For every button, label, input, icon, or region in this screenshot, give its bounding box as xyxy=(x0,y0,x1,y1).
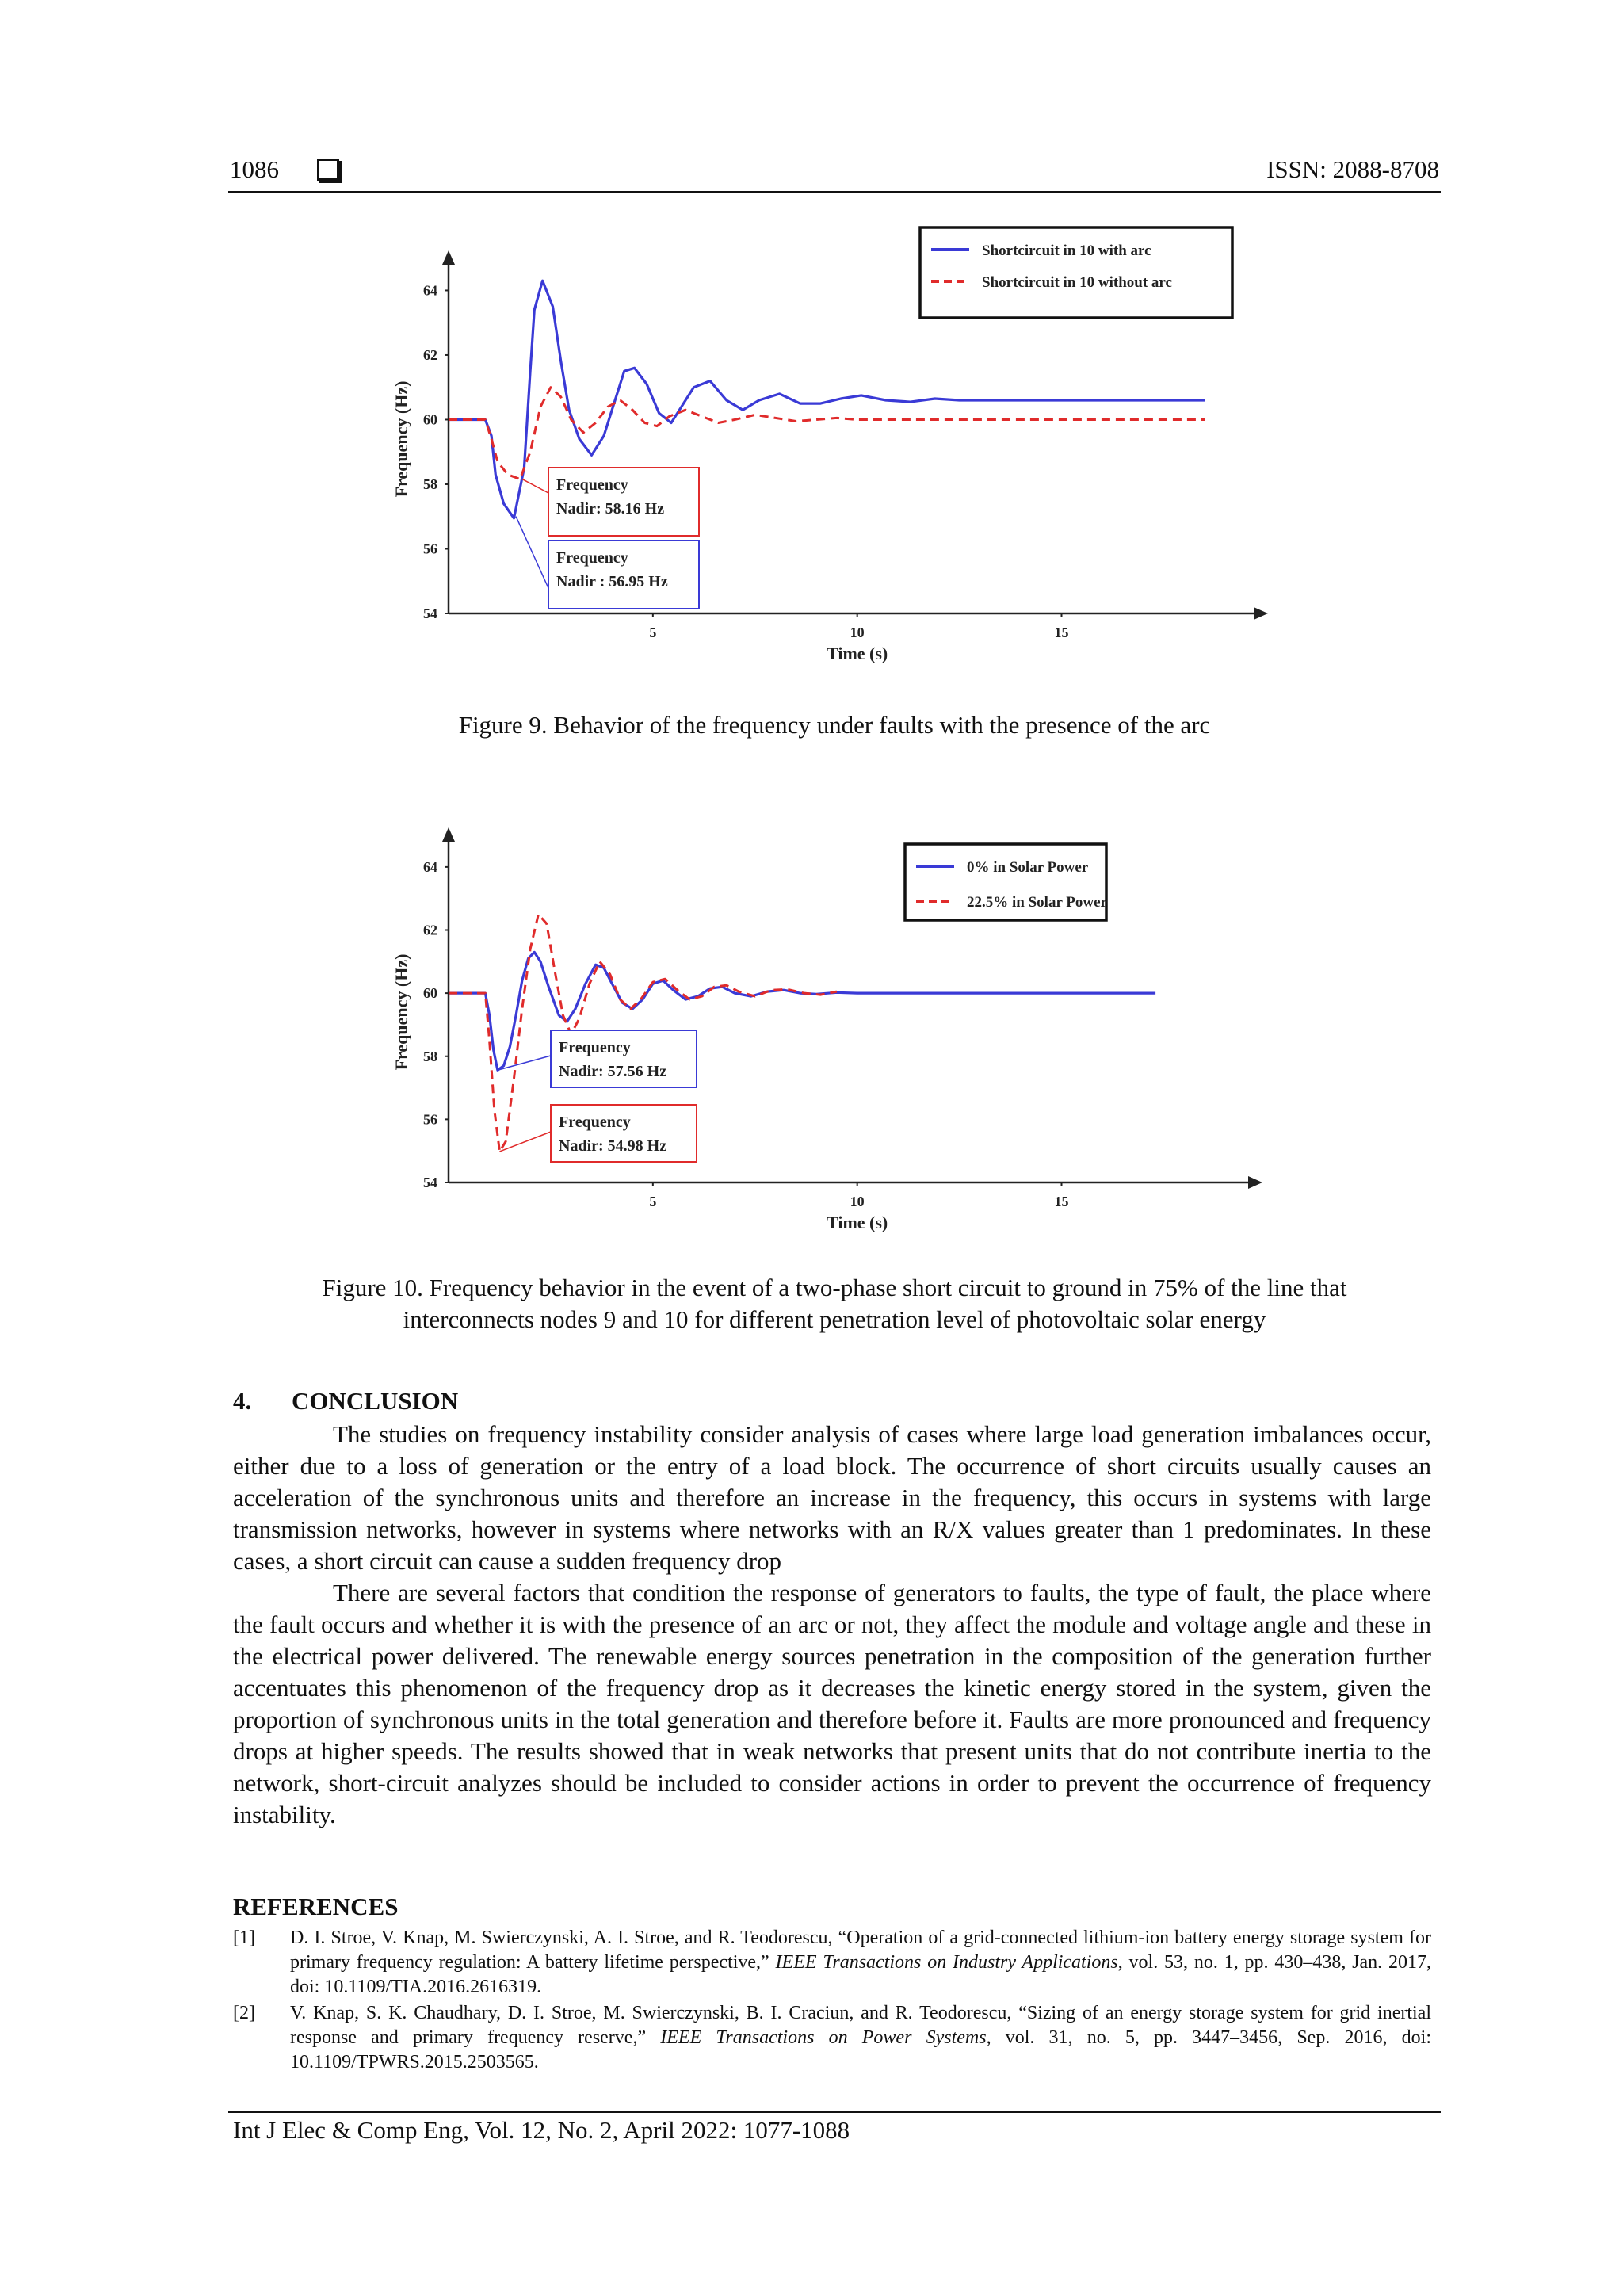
footer-citation: Int J Elec & Comp Eng, Vol. 12, No. 2, April 2022: 1077-1088 xyxy=(233,2116,850,2144)
annotation-text-line2: Nadir: 54.98 Hz xyxy=(559,1137,667,1155)
reference-text xyxy=(290,1926,1431,2000)
reference-details: , vol. 31, no. 5, pp. 3447–3456, Sep. 2016, doi: 10.1109/TPWRS.2015.2503565. xyxy=(290,2027,1431,2073)
reference-text xyxy=(290,2001,1431,2075)
legend-box xyxy=(920,227,1232,318)
x-axis-label: Time (s) xyxy=(827,1213,888,1232)
header-rule xyxy=(228,191,1441,193)
x-tick-label: 10 xyxy=(850,1194,865,1209)
references-heading: REFERENCES xyxy=(233,1893,399,1920)
x-axis-label: Time (s) xyxy=(827,644,888,663)
page-header-left xyxy=(230,155,339,184)
conclusion-paragraph-2: There are several factors that condition the response of generators to faults, the type of fault, the place where the fault occurs and whether it is with the presence of an arc or not, they affect the module and voltage angle and these in the electrical power delivered. The renewable energy sources penetration in the composition of the generation further accentuates this phenomenon of the frequency drop as it decreases the kinetic energy stored in the system, given the proportion of synchronous units in the total generation and therefore before it. Faults are more pronounced and frequency drops at higher speeds. The results showed that in weak networks that present units that do not contribute inertia to the network, short-circuit analyzes should be included to consider actions in order to prevent the occurrence of frequency instability. xyxy=(233,1579,1431,1828)
figure-9 xyxy=(380,214,1292,693)
figure-10-caption xyxy=(228,1272,1441,1335)
reference-item xyxy=(233,1926,1431,2000)
y-tick-label: 64 xyxy=(423,858,437,875)
annotation-text-line1: Frequency xyxy=(556,549,628,567)
annotation-text-line2: Nadir: 57.56 Hz xyxy=(559,1063,667,1080)
reference-details: , vol. 53, no. 1, pp. 430–438, Jan. 2017, doi: 10.1109/TIA.2016.2616319. xyxy=(290,1952,1431,1997)
y-axis-label: Frequency (Hz) xyxy=(391,953,411,1071)
figure-10-chart xyxy=(380,800,1292,1268)
y-tick-label: 54 xyxy=(423,1175,437,1190)
x-tick-label: 5 xyxy=(649,625,657,640)
annotation-text-line1: Frequency xyxy=(556,476,628,494)
annotation-leader-line xyxy=(522,479,548,493)
legend-label: 0% in Solar Power xyxy=(967,859,1089,876)
x-axis-arrow-icon xyxy=(1254,607,1268,620)
y-tick-label: 60 xyxy=(423,985,437,1002)
y-tick-label: 58 xyxy=(423,476,437,492)
figure-10 xyxy=(380,800,1292,1272)
y-tick-label: 62 xyxy=(423,346,437,363)
checkbox-icon xyxy=(317,159,339,181)
section-number: 4. xyxy=(233,1387,252,1415)
x-tick-label: 5 xyxy=(649,1194,657,1209)
issn-label: ISSN: 2088-8708 xyxy=(1266,155,1439,183)
y-tick-label: 62 xyxy=(423,922,437,938)
legend-label: Shortcircuit in 10 with arc xyxy=(982,243,1151,259)
y-tick-label: 56 xyxy=(423,541,437,557)
reference-authors-title: D. I. Stroe, V. Knap, M. Swierczynski, A. I. Stroe, and R. Teodorescu, “Operation of a grid-connected lithium-ion battery energy storage system for primary frequency regulation: A battery lifetime perspective,” xyxy=(290,1927,1431,1973)
figure-9-caption: Figure 9. Behavior of the frequency under faults with the presence of the arc xyxy=(458,711,1211,739)
x-tick-label: 15 xyxy=(1054,625,1069,640)
annotation-text-line1: Frequency xyxy=(559,1039,631,1056)
x-axis-arrow-icon xyxy=(1248,1176,1262,1189)
section-heading-conclusion xyxy=(233,1387,458,1415)
figure-9-chart xyxy=(380,214,1292,690)
annotation-leader-line xyxy=(516,517,548,588)
page-number: 1086 xyxy=(230,155,279,183)
y-axis-label: Frequency (Hz) xyxy=(391,380,411,498)
section-title: CONCLUSION xyxy=(292,1387,459,1415)
conclusion-paragraph-1: The studies on frequency instability consider analysis of cases where large load generation imbalances occur, either due to a loss of generation or the entry of a load block. The occurrence of short circuits usually causes an acceleration of the synchronous units and therefore an increase in the frequency, this occurs in systems with large transmission networks, however in systems where networks with an R/X values greater than 1 predominates. In these cases, a short circuit can cause a sudden frequency drop xyxy=(233,1420,1431,1575)
figure-10-caption-line2: interconnects nodes 9 and 10 for different penetration level of photovoltaic solar energy xyxy=(403,1305,1266,1333)
reference-number: [2] xyxy=(233,2003,255,2023)
y-axis-arrow-icon xyxy=(442,250,455,265)
reference-item xyxy=(233,2001,1431,2075)
x-tick-label: 10 xyxy=(850,625,865,640)
y-tick-label: 56 xyxy=(423,1111,437,1128)
reference-number: [1] xyxy=(233,1927,255,1948)
y-axis-arrow-icon xyxy=(442,827,455,842)
x-tick-label: 15 xyxy=(1054,1194,1069,1209)
annotation-text-line2: Nadir: 58.16 Hz xyxy=(556,500,665,518)
figure-10-caption-line1: Figure 10. Frequency behavior in the event of a two-phase short circuit to ground in 75% of the line that xyxy=(322,1274,1347,1301)
legend-label: 22.5% in Solar Power xyxy=(967,894,1107,911)
reference-journal: IEEE Transactions on Power Systems xyxy=(660,2027,987,2048)
footer-rule xyxy=(228,2111,1441,2113)
annotation-text-line1: Frequency xyxy=(559,1114,631,1131)
reference-journal: IEEE Transactions on Industry Applications xyxy=(775,1952,1118,1973)
annotation-text-line2: Nadir : 56.95 Hz xyxy=(556,573,668,590)
y-tick-label: 54 xyxy=(423,606,437,621)
y-tick-label: 58 xyxy=(423,1048,437,1064)
reference-authors-title: V. Knap, S. K. Chaudhary, D. I. Stroe, M. Swierczynski, B. I. Craciun, and R. Teodorescu, “Sizing of an energy storage system for grid inertial response and primary frequency reserve,” xyxy=(290,2003,1431,2048)
y-tick-label: 64 xyxy=(423,282,437,299)
y-tick-label: 60 xyxy=(423,411,437,428)
legend-label: Shortcircuit in 10 without arc xyxy=(982,274,1172,291)
